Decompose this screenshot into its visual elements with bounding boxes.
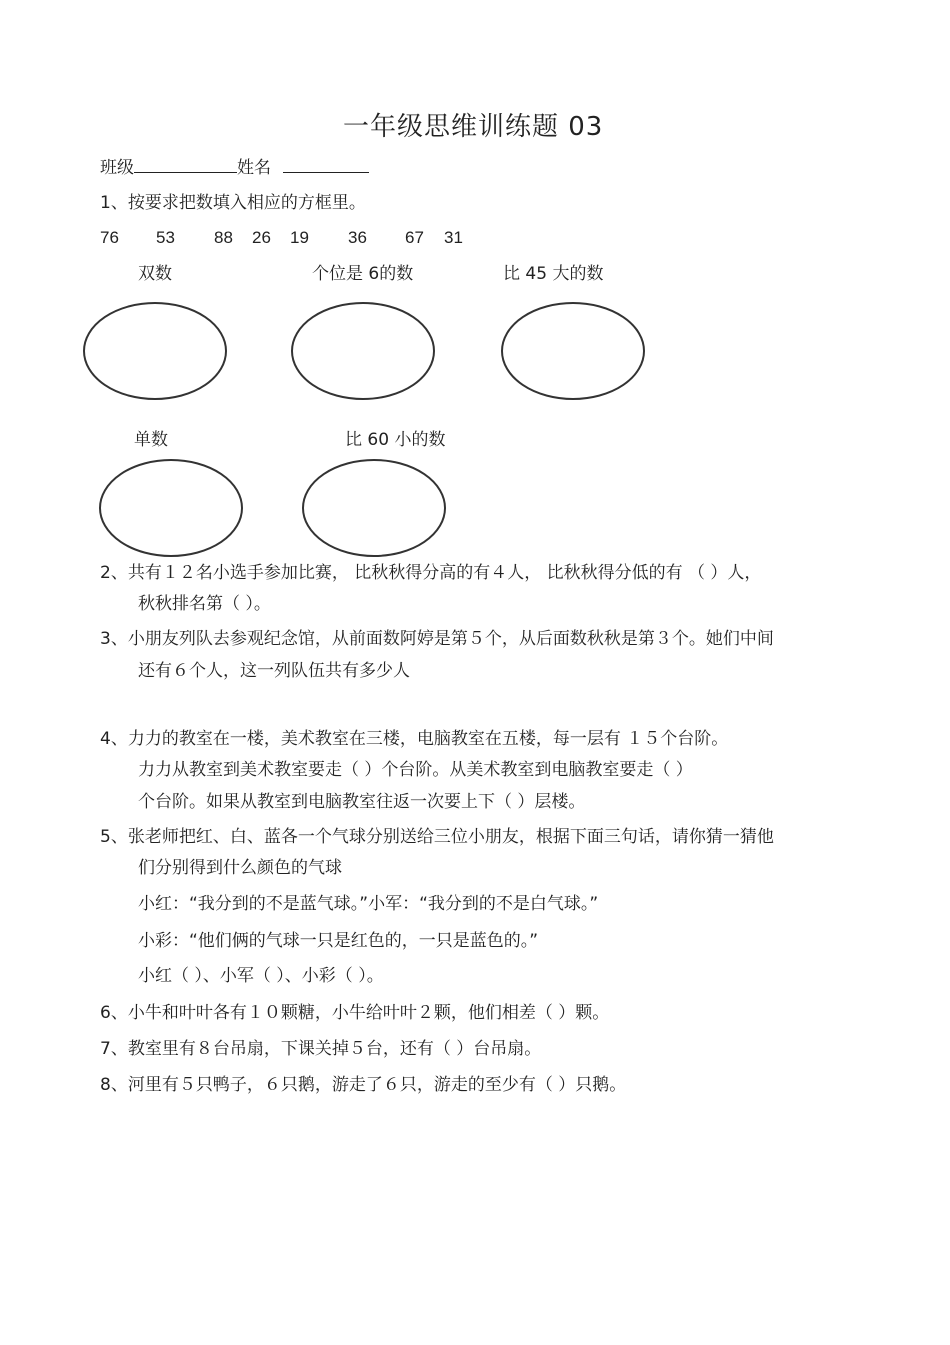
oval-even[interactable]: [84, 303, 226, 399]
label-greater-45: 比 45 大的数: [503, 264, 604, 284]
oval-greater-45[interactable]: [502, 303, 644, 399]
number-item: 31: [444, 228, 463, 247]
number-item: 26: [252, 228, 271, 247]
number-item: 53: [156, 228, 175, 247]
number-item: 88: [214, 228, 233, 247]
question-4-line-3: 个台阶。如果从教室到电脑教室往返一次要上下（ ）层楼。: [138, 792, 586, 812]
label-even: 双数: [138, 264, 172, 284]
question-4-line-1: 4、力力的教室在一楼，美术教室在三楼，电脑教室在五楼，每一层有 １５个台阶。: [100, 729, 729, 749]
number-item: 67: [405, 228, 424, 247]
label-ones-6: 个位是 6的数: [312, 264, 414, 284]
question-3-line-1: 3、小朋友列队去参观纪念馆，从前面数阿婷是第５个，从后面数秋秋是第３个。她们中间: [100, 629, 774, 649]
number-item: 19: [290, 228, 309, 247]
class-label: 班级: [100, 158, 134, 178]
question-5-line-1: 5、张老师把红、白、蓝各一个气球分别送给三位小朋友，根据下面三句话，请你猜一猜他: [100, 827, 774, 847]
number-item: 36: [348, 228, 367, 247]
label-odd: 单数: [134, 430, 168, 450]
question-5-line-2: 们分别得到什么颜色的气球: [138, 858, 342, 878]
name-label: 姓名: [237, 158, 271, 178]
number-item: 76: [100, 228, 119, 247]
question-2-line-1: 2、共有１２名小选手参加比赛， 比秋秋得分高的有４人， 比秋秋得分低的有 （ ）人，: [100, 563, 762, 583]
question-5-line-4: 小彩：“他们俩的气球一只是红色的，一只是蓝色的。”: [138, 931, 539, 951]
question-3-line-2: 还有６个人，这一列队伍共有多少人: [138, 661, 410, 681]
question-5-line-3: 小红：“我分到的不是蓝气球。”小军：“我分到的不是白气球。”: [138, 894, 599, 914]
oval-odd[interactable]: [100, 460, 242, 556]
label-less-60: 比 60 小的数: [345, 430, 446, 450]
question-5-line-5: 小红（ ）、小军（ ）、小彩（ ）。: [138, 966, 384, 986]
question-4-line-2: 力力从教室到美术教室要走（ ）个台阶。从美术教室到电脑教室要走（ ）: [138, 760, 693, 780]
question-7: 7、教室里有８台吊扇，下课关掉５台，还有（ ）台吊扇。: [100, 1039, 542, 1059]
question-8: 8、河里有５只鸭子，６只鹅，游走了６只，游走的至少有（ ）只鹅。: [100, 1075, 627, 1095]
oval-less-60[interactable]: [303, 460, 445, 556]
question-2-line-2: 秋秋排名第（ ）。: [138, 594, 271, 614]
question-6: 6、小牛和叶叶各有１０颗糖，小牛给叶叶２颗，他们相差（ ）颗。: [100, 1003, 610, 1023]
question-1: 1、按要求把数填入相应的方框里。: [100, 193, 366, 213]
page-title: 一年级思维训练题 03: [343, 112, 604, 142]
oval-ones-6[interactable]: [292, 303, 434, 399]
